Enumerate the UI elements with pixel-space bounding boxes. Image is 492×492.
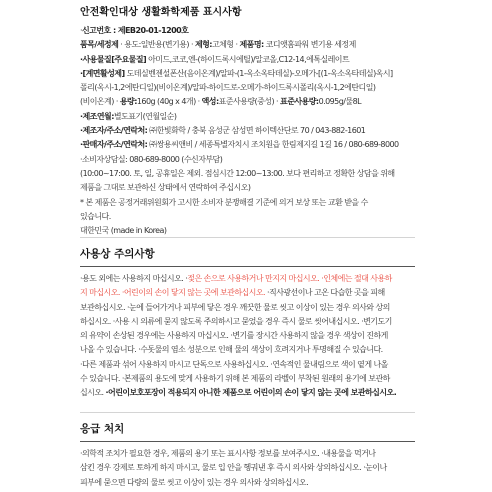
firstaid-heading-rule bbox=[80, 441, 415, 442]
label-text: 제형: bbox=[194, 40, 212, 50]
text-line bbox=[80, 53, 415, 67]
body-text: (10:00~17:00. 토, 일, 공휴일은 제외. 점심시간 12:00~13:00. 보다 편리하고 정확한 상담을 위해 bbox=[80, 168, 395, 178]
body-text: 코디앳홈파워 변기용 세정제 bbox=[263, 40, 356, 50]
label-text: ·판매자/주소/연락처: bbox=[80, 140, 148, 150]
text-line bbox=[80, 272, 415, 286]
text-line bbox=[80, 329, 415, 343]
text-line bbox=[80, 461, 415, 475]
label-text: 표준사용량: bbox=[280, 97, 319, 107]
label-text: 품목/세정제 bbox=[80, 40, 119, 50]
text-line bbox=[80, 153, 415, 167]
safety-notice-section bbox=[80, 6, 415, 238]
body-text: 의 유약이 손상된 경우에는 사용하지 마십시오. ·변기를 장시간 사용하지 않을 경우 색상이 진하게 bbox=[80, 331, 388, 341]
body-text: 도데실벤젠설폰산(음이온계)/알파-(1-옥소옥타데실)-오메가-[(1-옥소옥타데실)옥시] bbox=[124, 68, 393, 78]
warning-text: 지 마십시오. ·어린이의 손이 닿지 않는 곳에 보관하십시오. bbox=[80, 288, 266, 298]
cautions-body bbox=[80, 272, 415, 401]
body-text: ·직사광선이나 고온 다습한 곳을 피해 bbox=[265, 288, 385, 298]
text-line bbox=[80, 167, 415, 181]
body-text: 고체형 · bbox=[211, 40, 240, 50]
cautions-heading-rule bbox=[80, 266, 415, 267]
body-text: 아미드,코코,엔-(하이드록시에틸)/알코올,C12-14,에톡실레이트 bbox=[146, 54, 350, 64]
label-text: 액성: bbox=[201, 97, 219, 107]
body-text: · 용도:일반용(변기용) · bbox=[118, 40, 195, 50]
label-text: ·어린이보호포장이 적용되지 아니한 제품으로 어린이의 손이 닿지 않는 곳에 보관하십시오. bbox=[105, 388, 397, 398]
label-text: ·사용물질[주요물질] bbox=[80, 54, 147, 64]
text-line bbox=[80, 372, 415, 386]
body-text: ·다른 제품과 섞어 사용하지 마시고 단독으로 사용하십시오. ·연속적인 물내림으로 색이 옅게 나올 bbox=[80, 359, 388, 369]
body-text: (비이온계) · bbox=[80, 97, 120, 107]
body-text: 나올 수 있습니다. ·수돗물의 염소 성분으로 인해 물의 색상이 흐려지거나 투명해질 수 있습니다. bbox=[80, 345, 383, 355]
firstaid-title: 응급 처치 bbox=[80, 423, 125, 435]
text-line bbox=[80, 210, 415, 224]
body-text: 피부에 묻으면 다량의 물로 씻고 이상이 있는 경우 의사와 상의하십시오. bbox=[80, 477, 309, 487]
body-text: 0.095g/물8L bbox=[318, 97, 362, 107]
warning-text: 젖은 손으로 사용하거나 만지지 마십시오. ·인체에는 절대 사용하 bbox=[187, 274, 392, 283]
text-line bbox=[80, 24, 415, 38]
text-line bbox=[80, 286, 415, 300]
text-line bbox=[80, 447, 415, 461]
body-text: 수 있습니다. ·본제품의 용도에 맞게 사용하기 위해 본 제품의 라벨이 부착된 원래의 용기에 보관하 bbox=[80, 374, 390, 384]
body-text: ·소비자상담실: 080-689-8000 (수신자부담) bbox=[80, 154, 223, 164]
text-line bbox=[80, 67, 415, 81]
body-text: 십시오. bbox=[80, 388, 106, 398]
text-line bbox=[80, 110, 415, 124]
text-line bbox=[80, 196, 415, 210]
text-line bbox=[80, 476, 415, 490]
label-text: ·[계면활성제] bbox=[80, 68, 125, 78]
body-text: 160g (40g x 4개) · bbox=[136, 97, 202, 107]
firstaid-body bbox=[80, 447, 415, 490]
notice-body bbox=[80, 24, 415, 238]
usage-cautions-section bbox=[80, 247, 415, 261]
text-line bbox=[80, 358, 415, 372]
body-text: 별도표기(연월일순) bbox=[113, 111, 177, 121]
text-line bbox=[80, 124, 415, 138]
label-text: 제품명: bbox=[239, 40, 264, 50]
body-text: 삼킨 경우 강제로 토하게 하지 마시고, 물로 입 안을 헹궈낸 후 즉시 의사와 상의하십시오. ·눈이나 bbox=[80, 463, 387, 473]
label-text: 용량: bbox=[119, 97, 137, 107]
text-line bbox=[80, 386, 415, 400]
body-text: * 본 제품은 공정거래위원회가 고시한 소비자 분쟁해결 기준에 의거 보상 또는 교환 받을 수 bbox=[80, 197, 368, 207]
body-text: 제품을 그대로 보관하신 상태에서 연락하여 주십시오) bbox=[80, 183, 251, 193]
body-text: ·의학적 조치가 필요한 경우, 제품의 용기 또는 표시사항 정보를 보여주시오. ·내용물을 먹거나 bbox=[80, 449, 376, 458]
text-line bbox=[80, 95, 415, 109]
text-line bbox=[80, 81, 415, 95]
section-divider bbox=[80, 412, 415, 413]
label-text: ·제조연월: bbox=[80, 111, 114, 121]
body-text: 대한민국 (made in Korea) bbox=[80, 226, 167, 236]
text-line bbox=[80, 315, 415, 329]
label-text: 신고번호 : 제EB20-01-1200호 bbox=[82, 26, 189, 35]
body-text: 폴리(옥시-1,2에탄디일)(비이온계)/알파-하이드로-오메가-하이드록시폴리(옥시-1,2에탄디일) bbox=[80, 83, 376, 93]
text-line bbox=[80, 301, 415, 315]
body-text: ㈜쌍용씨앤비 / 세종특별자치시 조치원읍 한림제지길 1길 16 / 080-689-8000 bbox=[147, 140, 399, 150]
label-text: ·제조자/주소/연락처: bbox=[80, 126, 148, 136]
text-line bbox=[80, 181, 415, 195]
body-text: 하십시오. ·사용 시 의류에 묻지 않도록 주의하시고 묻었을 경우 즉시 물로 씻어내십시오. ·변기도기 bbox=[80, 316, 392, 326]
body-text: ㈜한빛화학 / 충북 음성군 삼성면 하이텍산단로 70 / 043-882-1601 bbox=[147, 126, 366, 136]
body-text: 보관하십시오. ·눈에 들어가거나 피부에 닿은 경우 깨끗한 물로 씻고 이상이 있는 경우 의사와 상의 bbox=[80, 302, 390, 312]
notice-title: 안전확인대상 생활화학제품 표시사항 bbox=[80, 7, 242, 18]
text-line bbox=[80, 343, 415, 357]
body-text: · bbox=[80, 26, 82, 35]
first-aid-section bbox=[80, 422, 415, 436]
text-line bbox=[80, 38, 415, 52]
section-divider bbox=[80, 237, 415, 238]
cautions-title: 사용상 주의사항 bbox=[80, 248, 155, 260]
body-text: 표준사용량(중성) · bbox=[218, 97, 281, 107]
body-text: 있습니다. bbox=[80, 211, 111, 221]
body-text: ·용도 외에는 사용하지 마십시오. · bbox=[80, 274, 188, 283]
text-line bbox=[80, 138, 415, 152]
